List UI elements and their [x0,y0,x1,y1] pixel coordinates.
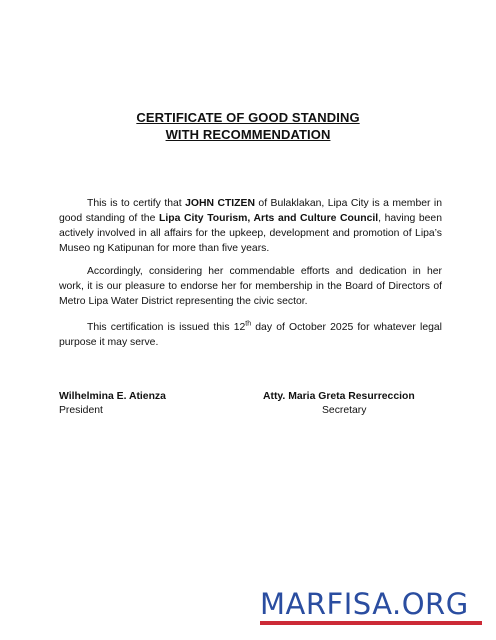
certificate-title-line-1: CERTIFICATE OF GOOD STANDING [136,110,360,125]
paragraph1-text-a: This is to certify that [87,198,186,209]
signatory-name-president: Wilhelmina E. Atienza [59,391,166,402]
certification-paragraph [59,196,442,256]
issuance-text-b: day of October 2025 for whatever legal purpose it may serve. [59,322,442,348]
endorsement-paragraph: Accordingly, considering her commendable efforts and dedication in her work, it is our pleasure to endorse her for membership in the Board of Directors of Metro Lipa Water District representing the civic sector. [59,266,442,307]
member-name: JOHN CTIZEN [185,198,255,209]
marfisa-watermark-logo [260,588,485,628]
signatory-name-secretary: Atty. Maria Greta Resurreccion [263,391,415,402]
signatory-title-president: President [59,405,103,416]
issuance-paragraph [59,320,442,350]
certificate-title-line-2: WITH RECOMMENDATION [165,127,331,142]
organization-name: Lipa City Tourism, Arts and Culture Council [158,213,379,224]
paragraph1-text-b: of Bulaklakan, Lipa City is a member in good standing of the [59,198,443,224]
watermark-text: MARFISA.ORG [260,587,469,621]
watermark-underline [260,621,482,625]
issuance-text-a: This certification is issued this 12 [87,322,246,333]
paragraph1-text-c: , having been actively involved in all affairs for the upkeep, development and promotion of Lipa’s Museo ng Katipunan for more than five years. [59,213,442,254]
ordinal-suffix: th [245,320,252,328]
signatory-title-secretary: Secretary [322,405,367,416]
